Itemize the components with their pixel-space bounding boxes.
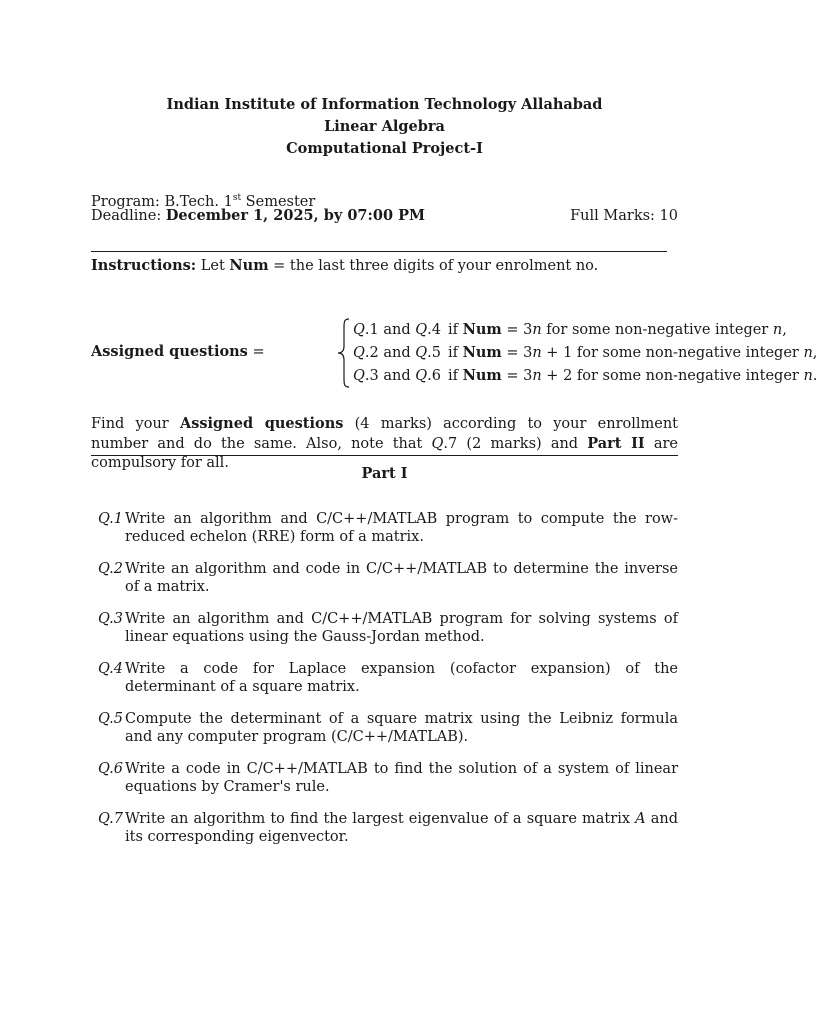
full-marks: Full Marks: 10 xyxy=(570,208,678,224)
question-list xyxy=(91,510,678,860)
question-item xyxy=(91,660,678,696)
question-item xyxy=(91,510,678,546)
question-item xyxy=(91,610,678,646)
question-number: Q.3 xyxy=(98,611,123,627)
question-text: Write an algorithm and code in C/C++/MATLAB to determine the inverse of a matrix. xyxy=(125,561,678,595)
deadline-value: December 1, 2025, by 07:00 PM xyxy=(165,207,426,224)
question-item xyxy=(91,760,678,796)
project-title: Computational Project-I xyxy=(286,140,483,157)
question-text: Write an algorithm and C/C++/MATLAB program to compute the row-reduced echelon (RRE) form of a matrix. xyxy=(125,511,678,545)
question-number: Q.7 xyxy=(98,811,123,827)
institute-name: Indian Institute of Information Technology Allahabad xyxy=(166,96,603,113)
course-name: Linear Algebra xyxy=(324,118,445,135)
find-instructions: Find your Assigned questions (4 marks) according to your enrollment number and do the same. Also, note that Q.7 (2 marks) and Part II are compulsory for all. xyxy=(91,415,678,471)
divider xyxy=(91,251,667,252)
deadline-line xyxy=(91,207,678,225)
part-title: Part I xyxy=(361,465,408,482)
program-line: Program: B.Tech. 1st Semester xyxy=(91,193,316,210)
question-item xyxy=(91,710,678,746)
question-item xyxy=(91,810,678,846)
question-item xyxy=(91,560,678,596)
question-text: Compute the determinant of a square matrix using the Leibniz formula and any computer program (C/C++/MATLAB). xyxy=(125,711,678,745)
question-number: Q.6 xyxy=(98,761,123,777)
instructions: Instructions: Let Num = the last three digits of your enrolment no. xyxy=(91,257,599,274)
question-number: Q.5 xyxy=(98,711,123,727)
question-number: Q.2 xyxy=(98,561,123,577)
assigned-label: Assigned questions = xyxy=(91,343,265,360)
question-number: Q.4 xyxy=(98,661,123,677)
deadline-label: Deadline: xyxy=(91,208,166,224)
question-text: Write a code in C/C++/MATLAB to find the solution of a system of linear equations by Cramer's rule. xyxy=(125,761,678,795)
question-text: Write a code for Laplace expansion (cofactor expansion) of the determinant of a square matrix. xyxy=(125,661,678,695)
left-brace-icon xyxy=(337,318,351,388)
question-number: Q.1 xyxy=(98,511,123,527)
question-text: Write an algorithm to find the largest eigenvalue of a square matrix A and its corresponding eigenvector. xyxy=(125,811,679,845)
question-text: Write an algorithm and C/C++/MATLAB program for solving systems of linear equations using the Gauss-Jordan method. xyxy=(125,611,678,645)
assigned-questions-cases: Assigned questions = Q.1 and Q.4 if Num = 3n for some non-negative integer n, Q.2 and Q.5 if Num = 3n + 1 for some non-negative integer n, Q.3 and Q.6 if Num = 3n + 2 for some non-negative integer n. xyxy=(91,318,691,388)
divider xyxy=(91,455,678,456)
document-header xyxy=(91,94,678,160)
